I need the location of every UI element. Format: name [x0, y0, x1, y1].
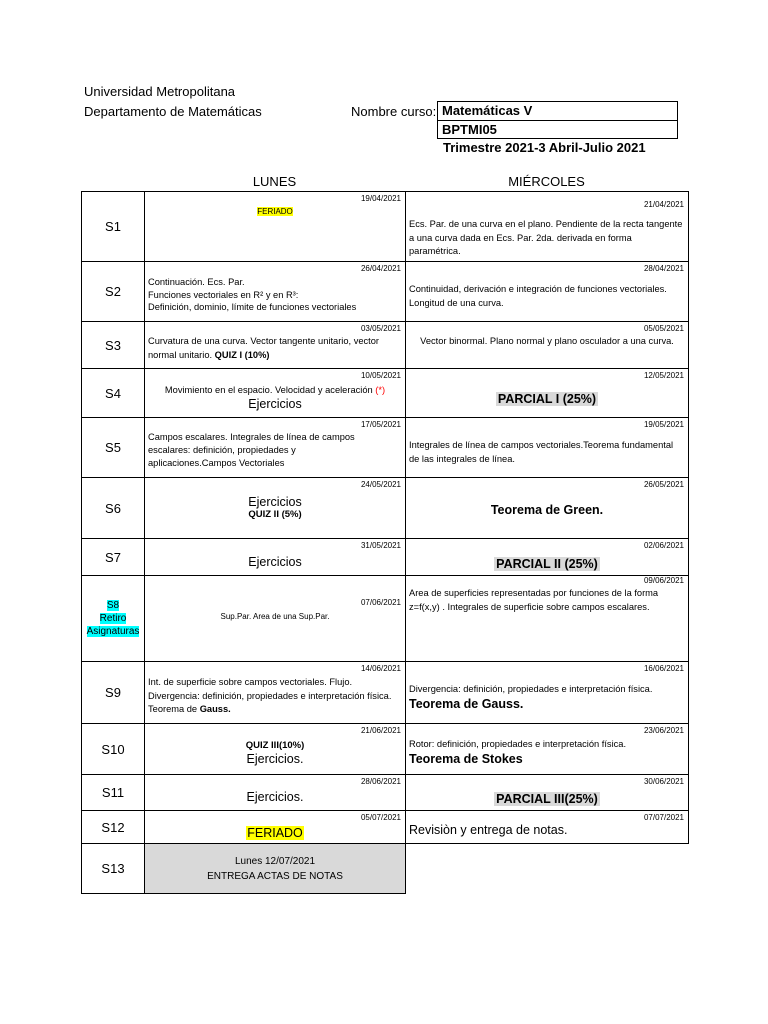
wednesday-cell — [406, 262, 689, 322]
table-row — [82, 418, 689, 478]
monday-cell — [145, 811, 406, 844]
table-row — [82, 539, 689, 576]
topic-text: Definición, dominio, límite de funciones vectoriales — [148, 302, 357, 312]
table-row — [82, 724, 689, 775]
exercises-label: Ejercicios — [248, 397, 302, 411]
monday-cell — [145, 478, 406, 539]
monday-cell — [145, 322, 406, 369]
wednesday-cell — [406, 724, 689, 775]
department-name: Departamento de Matemáticas — [84, 104, 262, 119]
topic-text: Area de superficies representadas por funciones de la forma z=f(x,y) . Integrales de superficie sobre campos escalares. — [409, 588, 659, 612]
quiz-label: QUIZ III(10%) — [245, 740, 305, 751]
topic-text: Rotor: definición, propiedades e interpretación física. — [409, 739, 627, 749]
date-label: 21/06/2021 — [360, 726, 401, 735]
wednesday-cell — [406, 192, 689, 262]
table-row — [82, 322, 689, 369]
column-header-monday: LUNES — [252, 174, 297, 189]
empty-cell — [406, 844, 689, 894]
date-label: 28/04/2021 — [643, 264, 684, 273]
date-label: 30/06/2021 — [643, 777, 684, 786]
week-label: S5 — [82, 418, 145, 478]
exercises-label: Ejercicios — [248, 555, 302, 569]
monday-cell — [145, 724, 406, 775]
topic-title: Teorema de Green. — [490, 503, 604, 517]
topic-text: Int. de superficie sobre campos vectoriales. Flujo. Divergencia: definición, propiedades e interpretación física. Teorema de — [148, 677, 392, 714]
course-label: Nombre curso: — [351, 104, 437, 119]
week-label: S13 — [82, 844, 145, 894]
theorem-label: Teorema de Stokes — [409, 751, 523, 766]
date-label: 05/07/2021 — [360, 813, 401, 822]
week-label: S8 — [106, 600, 120, 611]
wednesday-cell — [406, 478, 689, 539]
wednesday-cell — [406, 418, 689, 478]
grades-delivery: ENTREGA ACTAS DE NOTAS — [207, 870, 343, 882]
exam-label: PARCIAL I (25%) — [497, 392, 597, 406]
date-label: 07/06/2021 — [360, 598, 401, 607]
exercises-label: Ejercicios — [248, 495, 302, 509]
week-label: S6 — [82, 478, 145, 539]
topic-text: Ecs. Par. de una curva en el plano. Pendiente de la recta tangente a una curva dada en Ecs. Par. 2da. derivada en forma paramétrica. — [409, 219, 683, 256]
date-label: 24/05/2021 — [360, 480, 401, 489]
note-mark: (*) — [375, 385, 386, 395]
date-label: 09/06/2021 — [643, 576, 684, 585]
date-label: 26/04/2021 — [360, 264, 401, 273]
date-label: 14/06/2021 — [360, 664, 401, 673]
theorem-label: Gauss. — [199, 704, 231, 714]
table-row — [82, 844, 689, 894]
table-row — [82, 262, 689, 322]
date-label: 05/05/2021 — [643, 324, 684, 333]
exercises-label: Ejercicios. — [246, 790, 304, 804]
monday-cell — [145, 775, 406, 811]
wednesday-cell — [406, 576, 689, 662]
date-label: 10/05/2021 — [360, 371, 401, 380]
topic-text: Divergencia: definición, propiedades e interpretación física. — [409, 684, 653, 694]
topic-text: Movimiento en el espacio. Velocidad y aceleración — [164, 385, 376, 395]
topic-text: Integrales de línea de campos vectoriales.Teorema fundamental de las integrales de línea. — [409, 440, 674, 464]
week-label: S12 — [82, 811, 145, 844]
topic-text: Curvatura de una curva. Vector tangente unitario, vector normal unitario. — [148, 336, 380, 360]
week-label: S9 — [82, 662, 145, 724]
date-label: 19/04/2021 — [360, 194, 401, 203]
course-name: Matemáticas V — [437, 101, 678, 121]
week-label: S2 — [82, 262, 145, 322]
monday-cell — [145, 844, 406, 894]
date-label: 16/06/2021 — [643, 664, 684, 673]
wednesday-cell — [406, 811, 689, 844]
week-label: S10 — [82, 724, 145, 775]
wednesday-cell — [406, 775, 689, 811]
week-label: S4 — [82, 369, 145, 418]
week-label: S11 — [82, 775, 145, 811]
table-row — [82, 192, 689, 262]
date-label: 31/05/2021 — [360, 541, 401, 550]
topic-text: Sup.Par. Area de una Sup.Par. — [220, 612, 330, 621]
date-label: 07/07/2021 — [643, 813, 684, 822]
table-row — [82, 662, 689, 724]
date-label: 23/06/2021 — [643, 726, 684, 735]
quiz-label: QUIZ I (10%) — [214, 349, 270, 360]
withdraw-label: Retiro — [99, 613, 127, 624]
wednesday-cell — [406, 369, 689, 418]
date-label: 02/06/2021 — [643, 541, 684, 550]
schedule-table — [81, 191, 689, 894]
monday-cell — [145, 539, 406, 576]
date-label: 03/05/2021 — [360, 324, 401, 333]
date-label: 17/05/2021 — [360, 420, 401, 429]
table-row — [82, 775, 689, 811]
theorem-label: Teorema de Gauss. — [409, 696, 524, 711]
topic-text: Continuidad, derivación e integración de funciones vectoriales. Longitud de una curva. — [409, 284, 667, 308]
withdraw-label: Asignaturas — [86, 626, 140, 637]
holiday-label: FERIADO — [247, 826, 303, 840]
date-label: 19/05/2021 — [643, 420, 684, 429]
monday-cell — [145, 369, 406, 418]
wednesday-cell — [406, 539, 689, 576]
monday-cell — [145, 192, 406, 262]
monday-cell — [145, 418, 406, 478]
university-name: Universidad Metropolitana — [84, 84, 236, 99]
holiday-label: FERIADO — [257, 207, 293, 216]
column-header-wednesday: MIÉRCOLES — [508, 174, 585, 189]
date-label: 12/05/2021 — [643, 371, 684, 380]
week-label: S1 — [82, 192, 145, 262]
topic-text: Campos escalares. Integrales de línea de campos escalares: definición, propiedades y aplicaciones.Campos Vectoriales — [148, 432, 355, 468]
quiz-label: QUIZ II (5%) — [248, 509, 302, 520]
table-row — [82, 369, 689, 418]
date-label: 28/06/2021 — [360, 777, 401, 786]
monday-cell — [145, 576, 406, 662]
topic-text: Funciones vectoriales en R² y en R³: — [148, 289, 299, 300]
grades-date: Lunes 12/07/2021 — [234, 855, 316, 867]
date-label: 21/04/2021 — [643, 200, 684, 209]
wednesday-cell — [406, 662, 689, 724]
topic-text: Vector binormal. Plano normal y plano osculador a una curva. — [420, 336, 674, 346]
course-code: BPTMI05 — [437, 120, 678, 139]
week-label-cell — [82, 576, 145, 662]
topic-text: Continuación. Ecs. Par. — [148, 277, 245, 287]
table-row — [82, 576, 689, 662]
week-label: S3 — [82, 322, 145, 369]
table-row — [82, 811, 689, 844]
exam-label: PARCIAL II (25%) — [496, 557, 598, 571]
week-label: S7 — [82, 539, 145, 576]
date-label: 26/05/2021 — [643, 480, 684, 489]
exercises-label: Ejercicios. — [246, 752, 304, 766]
wednesday-cell — [406, 322, 689, 369]
monday-cell — [145, 262, 406, 322]
term-label: Trimestre 2021-3 Abril-Julio 2021 — [443, 140, 646, 155]
table-row — [82, 478, 689, 539]
topic-text: Revisiòn y entrega de notas. — [409, 823, 568, 837]
exam-label: PARCIAL III(25%) — [496, 792, 598, 806]
monday-cell — [145, 662, 406, 724]
